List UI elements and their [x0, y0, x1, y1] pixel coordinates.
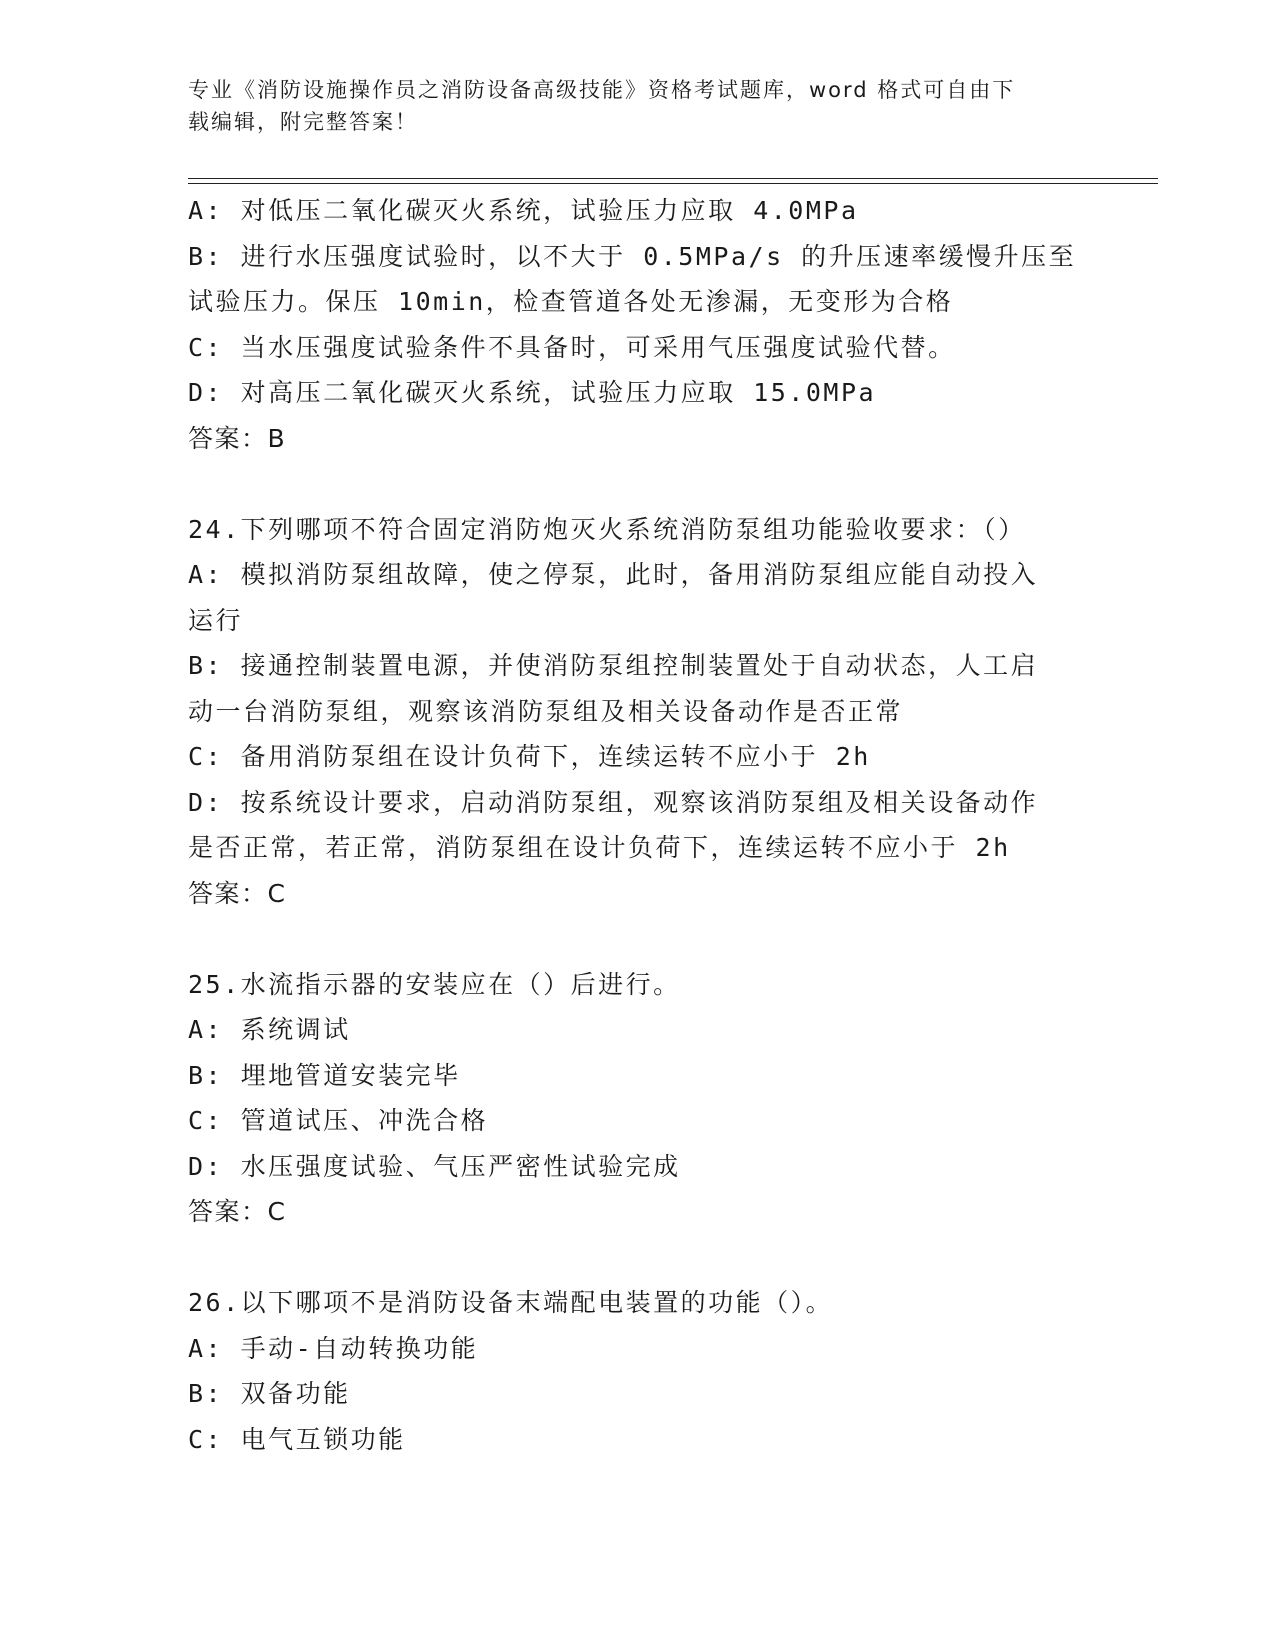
question-26-block — [188, 1280, 1088, 1462]
option-line: A: 对低压二氧化碳灭火系统，试验压力应取 4.0MPa — [188, 196, 859, 225]
option-line: A: 模拟消防泵组故障，使之停泵，此时，备用消防泵组应能自动投入 — [188, 560, 1039, 589]
header-rule-top — [188, 178, 1158, 179]
option-line: A: 手动-自动转换功能 — [188, 1333, 479, 1363]
option-line: 动一台消防泵组，观察该消防泵组及相关设备动作是否正常 — [188, 696, 904, 726]
header-line-1: 专业《消防设施操作员之消防设备高级技能》资格考试题库，word 格式可自由下 — [188, 78, 1016, 102]
option-line: C: 当水压强度试验条件不具备时，可采用气压强度试验代替。 — [188, 332, 956, 362]
header-divider — [188, 178, 1158, 184]
answer-line: 答案：B — [188, 423, 287, 453]
question-23-block — [188, 188, 1088, 461]
answer-line: 答案：C — [188, 1197, 287, 1226]
option-line: C: 电气互锁功能 — [188, 1424, 406, 1454]
option-line: B: 接通控制装置电源，并使消防泵组控制装置处于自动状态，人工启 — [188, 651, 1039, 680]
question-stem: 24.下列哪项不符合固定消防炮灭火系统消防泵组功能验收要求：（） — [188, 514, 1026, 544]
question-stem: 25.水流指示器的安装应在（）后进行。 — [188, 969, 681, 999]
question-24-block — [188, 507, 1088, 917]
document-header — [188, 74, 1078, 138]
option-line: 试验压力。保压 10min，检查管道各处无渗漏，无变形为合格 — [188, 287, 954, 316]
option-line: 是否正常，若正常，消防泵组在设计负荷下，连续运转不应小于 2h — [188, 833, 1011, 862]
header-line-2: 载编辑，附完整答案！ — [188, 110, 418, 134]
option-line: 运行 — [188, 605, 244, 635]
answer-line: 答案：C — [188, 878, 287, 908]
option-line: D: 对高压二氧化碳灭火系统，试验压力应取 15.0MPa — [188, 378, 877, 407]
question-stem: 26.以下哪项不是消防设备末端配电装置的功能（）。 — [188, 1288, 834, 1317]
question-25-block — [188, 962, 1088, 1235]
option-line: D: 水压强度试验、气压严密性试验完成 — [188, 1151, 681, 1181]
option-line: B: 埋地管道安装完毕 — [188, 1060, 461, 1090]
option-line: A: 系统调试 — [188, 1015, 351, 1044]
option-line: C: 备用消防泵组在设计负荷下，连续运转不应小于 2h — [188, 742, 871, 771]
question-content — [188, 188, 1088, 1462]
header-rule-bottom — [188, 183, 1158, 184]
option-line: B: 双备功能 — [188, 1379, 351, 1408]
option-line: B: 进行水压强度试验时，以不大于 0.5MPa/s 的升压速率缓慢升压至 — [188, 241, 1077, 271]
option-line: C: 管道试压、冲洗合格 — [188, 1106, 489, 1135]
option-line: D: 按系统设计要求，启动消防泵组，观察该消防泵组及相关设备动作 — [188, 787, 1039, 817]
